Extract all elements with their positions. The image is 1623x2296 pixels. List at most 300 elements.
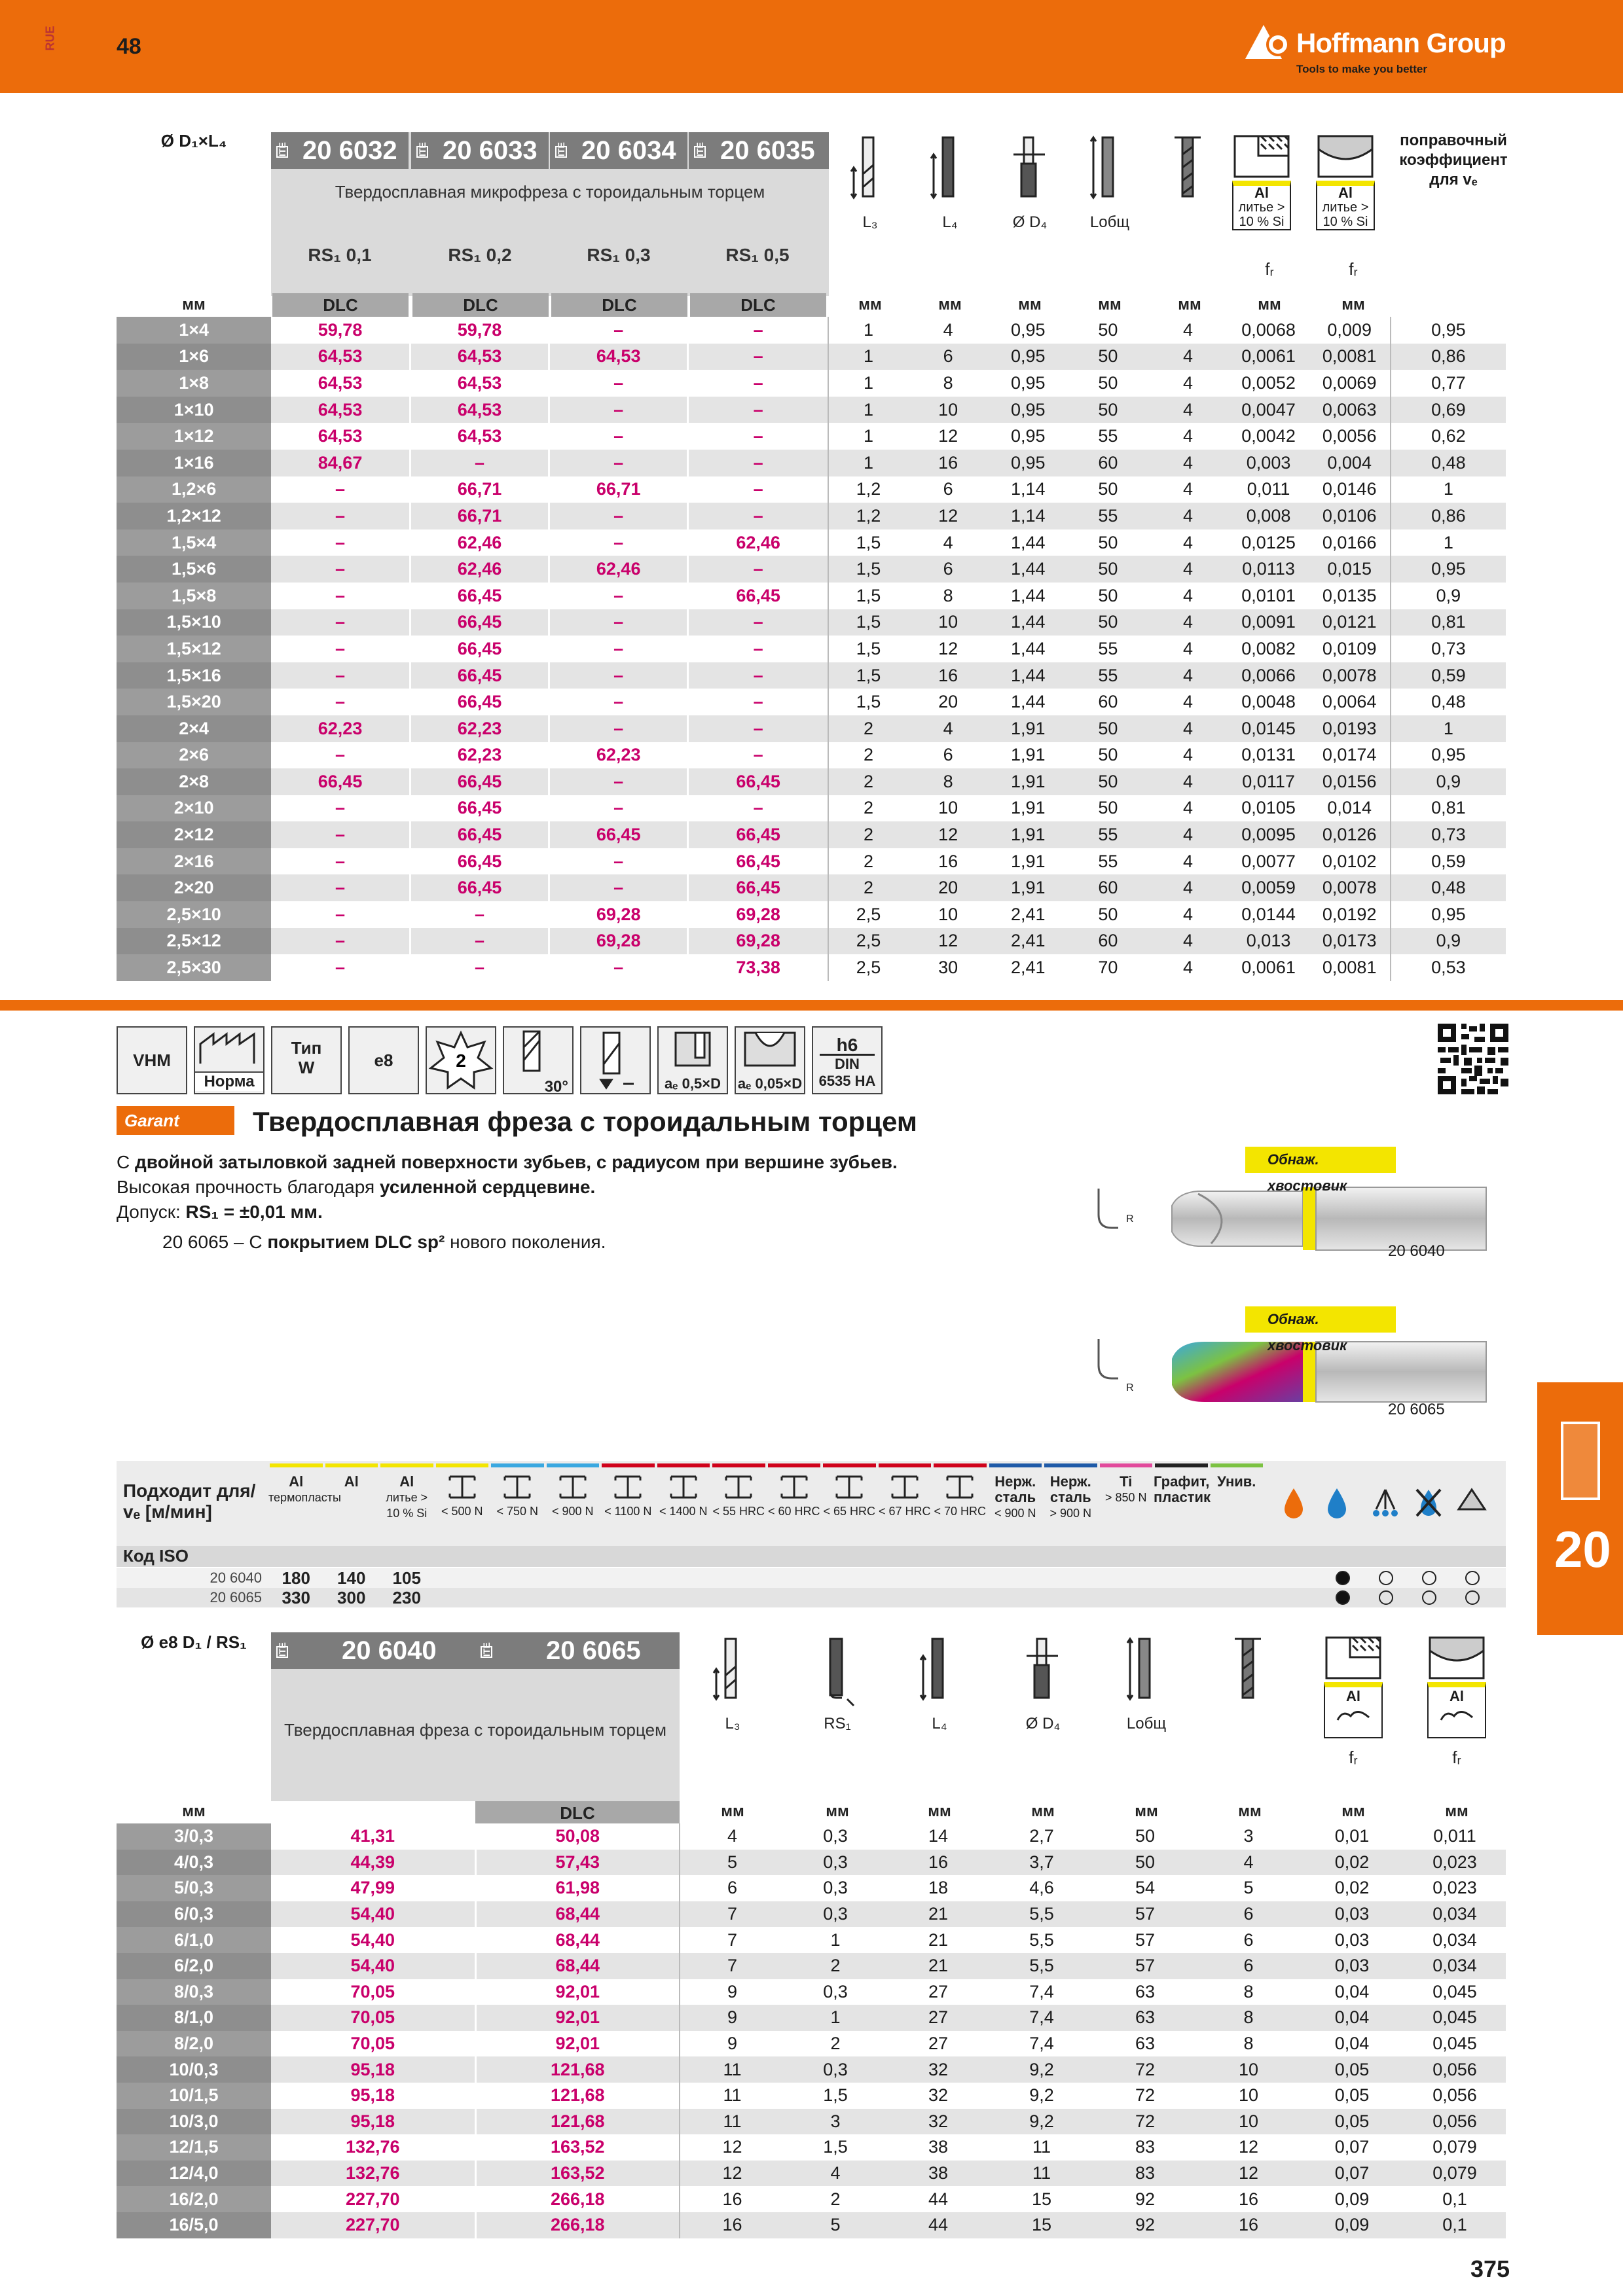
i-beam-icon (932, 1474, 988, 1503)
price-cell: 121,68 (475, 2109, 680, 2135)
value-cell: 63 (1093, 2031, 1197, 2057)
value-cell: 0,95 (1391, 901, 1506, 928)
drill-chapter-icon (1561, 1422, 1600, 1500)
value-cell: 50 (1068, 901, 1148, 928)
material-column-2 (324, 1474, 380, 1490)
desc-line-2 (117, 1177, 595, 1198)
article-icon: ITE (695, 142, 705, 157)
value-cell: 8 (908, 768, 988, 795)
value-cell: 0,015 (1309, 556, 1391, 583)
article-icon: ITE (417, 142, 428, 157)
table2-unit: мм (1445, 1803, 1468, 1820)
size-cell: 3/0,3 (117, 1823, 271, 1850)
value-cell: 6 (908, 742, 988, 769)
price-cell: – (271, 636, 410, 662)
price-cell: – (549, 795, 688, 822)
price-cell: 227,70 (271, 2212, 475, 2238)
material-sub: < 67 HRC (878, 1505, 931, 1518)
radius-mark-2: R (1126, 1382, 1134, 1393)
garant-brand-badge: Garant (117, 1106, 234, 1135)
table1 (117, 317, 1506, 981)
table2-unit: мм (1031, 1803, 1055, 1820)
size-cell: 2,5×10 (117, 901, 271, 928)
suitability-label: Подходит для/ vₑ [м/мин] (123, 1480, 256, 1522)
value-cell: 12 (1197, 2134, 1300, 2161)
material-sub: < 1400 N (659, 1505, 708, 1518)
price-cell: 227,70 (271, 2186, 475, 2212)
value-cell: 0,81 (1391, 795, 1506, 822)
value-cell: 11 (990, 2161, 1093, 2187)
value-cell: 4 (1148, 476, 1228, 503)
value-cell: 4 (1148, 583, 1228, 609)
table-row (117, 2161, 1506, 2187)
table2-column-label: L₃ (725, 1715, 740, 1732)
material-color-bar (270, 1463, 323, 1467)
value-cell: 83 (1093, 2134, 1197, 2161)
value-cell: 14 (886, 1823, 990, 1850)
material-column-13 (932, 1474, 988, 1519)
value-cell: 32 (886, 2109, 990, 2135)
value-cell: 0,95 (988, 370, 1068, 397)
value-cell: 4 (1148, 529, 1228, 556)
size-cell: 1,5×4 (117, 529, 271, 556)
table1-article-3 (550, 132, 687, 169)
value-cell: 1,5 (784, 2134, 886, 2161)
value-cell: 2,41 (988, 928, 1068, 955)
material-color-bar (1100, 1463, 1153, 1467)
value-cell: 2,41 (988, 954, 1068, 981)
chapter-side-tab (1537, 1382, 1623, 1635)
value-cell: 0,0166 (1309, 529, 1391, 556)
size-cell: 1,5×10 (117, 609, 271, 636)
value-cell: 0,09 (1300, 2212, 1404, 2238)
value-cell: 50 (1068, 344, 1148, 370)
article-icon: ITE (277, 1642, 287, 1657)
value-cell: 60 (1068, 689, 1148, 715)
value-cell: 4 (1148, 821, 1228, 848)
value-cell: 50 (1068, 742, 1148, 769)
material-column-11 (822, 1474, 877, 1519)
value-cell: 16 (680, 2186, 784, 2212)
table-row (117, 636, 1506, 662)
price-cell: 66,45 (410, 583, 549, 609)
value-cell: 21 (886, 1953, 990, 1979)
table2-column-label: Ø D₄ (1025, 1715, 1061, 1732)
price-cell: – (271, 609, 410, 636)
value-cell: 4 (1148, 423, 1228, 450)
price-cell: 266,18 (475, 2186, 680, 2212)
value-cell: 0,0145 (1228, 715, 1309, 742)
brand-tagline: Tools to make you better (1296, 63, 1427, 75)
desc-line-4 (162, 1232, 606, 1253)
price-cell: – (688, 503, 828, 529)
size-cell: 1×6 (117, 344, 271, 370)
price-cell: 64,53 (271, 423, 410, 450)
table2 (117, 1823, 1506, 2238)
price-cell: 66,45 (410, 662, 549, 689)
suitability-article: 20 6065 (210, 1589, 262, 1605)
value-cell: 4 (1148, 874, 1228, 901)
price-cell: 266,18 (475, 2212, 680, 2238)
table2-dimension-header: Ø e8 D₁ / RS₁ (141, 1632, 247, 1652)
size-cell: 16/5,0 (117, 2212, 271, 2238)
price-cell: – (688, 344, 828, 370)
table1-unit: мм (1341, 296, 1365, 314)
material-color-bar (768, 1463, 821, 1467)
value-cell: 0,95 (988, 423, 1068, 450)
table-row (117, 529, 1506, 556)
table2-unit-label: мм (182, 1803, 206, 1820)
value-cell: 1,5 (784, 2083, 886, 2109)
price-cell: 121,68 (475, 2083, 680, 2109)
table1-column-icon-lt (1087, 135, 1133, 210)
table1-coating-1: DLC (272, 293, 409, 317)
value-cell: 7,4 (990, 2005, 1093, 2031)
value-cell: 57 (1093, 1901, 1197, 1928)
value-cell: 12 (908, 821, 988, 848)
value-cell: 7 (680, 1901, 784, 1928)
i-beam-icon (711, 1474, 767, 1503)
value-cell: 2 (828, 821, 908, 848)
mist-icon (1367, 1483, 1404, 1526)
material-sub: > 850 N (1104, 1491, 1147, 1504)
material-color-bar (436, 1463, 489, 1467)
hoffmann-logo-icon (1244, 22, 1292, 62)
value-cell: 0,05 (1300, 2056, 1404, 2083)
value-cell: 0,0146 (1309, 476, 1391, 503)
table-row (117, 689, 1506, 715)
article-icon: ITE (556, 142, 566, 157)
value-cell: 0,0131 (1228, 742, 1309, 769)
price-cell: 66,45 (410, 636, 549, 662)
table-row (117, 2134, 1506, 2161)
value-cell: 0,0156 (1309, 768, 1391, 795)
value-cell: 0,09 (1300, 2186, 1404, 2212)
table2-unit: мм (1135, 1803, 1158, 1820)
value-cell: 0,95 (988, 317, 1068, 344)
table2-material-box-2 (1427, 1682, 1486, 1738)
table1-dimension-header: Ø D₁×L₄ (160, 131, 227, 151)
value-cell: 0,034 (1404, 1901, 1506, 1928)
value-cell: 4 (908, 317, 988, 344)
table1-article-1 (271, 132, 409, 169)
value-cell: 0,056 (1404, 2056, 1506, 2083)
i-beam-icon (545, 1474, 601, 1503)
image-label-20-6040: 20 6040 (1388, 1242, 1445, 1260)
value-cell: 7,4 (990, 2031, 1093, 2057)
price-cell: – (271, 689, 410, 715)
price-cell: – (688, 423, 828, 450)
value-cell: 0,05 (1300, 2109, 1404, 2135)
value-cell: 0,0052 (1228, 370, 1309, 397)
price-cell: 66,45 (688, 848, 828, 875)
value-cell: 12 (908, 928, 988, 955)
value-cell: 0,3 (784, 1901, 886, 1928)
price-cell: – (271, 556, 410, 583)
table1-column-icon-d4 (1007, 135, 1053, 210)
value-cell: 2 (784, 2186, 886, 2212)
price-cell: – (271, 476, 410, 503)
value-cell: 55 (1068, 821, 1148, 848)
table2-article-2 (475, 1632, 680, 1669)
size-cell: 1,5×12 (117, 636, 271, 662)
table1-article-number: 20 6033 (443, 136, 538, 165)
price-cell: 95,18 (271, 2056, 475, 2083)
price-cell: 132,76 (271, 2161, 475, 2187)
value-cell: 1,91 (988, 715, 1068, 742)
material-sub: < 900 N (551, 1505, 594, 1518)
value-cell: 1,2 (828, 503, 908, 529)
price-cell: 66,45 (410, 768, 549, 795)
size-cell: 1×16 (117, 450, 271, 476)
value-cell: 0,04 (1300, 2005, 1404, 2031)
value-cell: 4 (908, 715, 988, 742)
value-cell: 4 (1148, 848, 1228, 875)
size-cell: 1×12 (117, 423, 271, 450)
value-cell: 10 (908, 609, 988, 636)
material-sub: < 500 N (441, 1505, 483, 1518)
price-cell: 54,40 (271, 1953, 475, 1979)
value-cell: 0,0121 (1309, 609, 1391, 636)
value-cell: 1,91 (988, 874, 1068, 901)
value-cell: 0,0174 (1309, 742, 1391, 769)
value-cell: 0,0125 (1228, 529, 1309, 556)
value-cell: 11 (680, 2083, 784, 2109)
side-language-label: RUE (43, 26, 57, 51)
price-cell: 66,45 (688, 583, 828, 609)
tolerance-symbol: e8 (348, 1026, 419, 1094)
i-beam-icon (656, 1474, 712, 1503)
material-color-bar (657, 1463, 710, 1467)
value-cell: 5 (1197, 1875, 1300, 1901)
table-row (117, 768, 1506, 795)
value-cell: 1,91 (988, 795, 1068, 822)
value-cell: 4 (1148, 503, 1228, 529)
material-color-bar (823, 1463, 876, 1467)
value-cell: 12 (908, 503, 988, 529)
value-cell: 0,95 (988, 397, 1068, 423)
brand-logo (1244, 20, 1519, 79)
material-sub: литье > 10 % Si (1322, 200, 1369, 229)
value-cell: 0,0193 (1309, 715, 1391, 742)
price-cell: 66,45 (410, 795, 549, 822)
value-cell: 27 (886, 1979, 990, 2005)
ae-symbol-1 (657, 1026, 728, 1094)
value-cell: 1 (828, 344, 908, 370)
value-cell: 0,0109 (1309, 636, 1391, 662)
value-cell: 0,023 (1404, 1875, 1506, 1901)
value-cell: 0,9 (1391, 768, 1506, 795)
iso-row-bg (117, 1546, 1506, 1567)
value-cell: 0,011 (1404, 1823, 1506, 1850)
desc-line-4-c: нового поколения. (445, 1232, 606, 1252)
value-cell: 50 (1068, 768, 1148, 795)
value-cell: 63 (1093, 1979, 1197, 2005)
table1-unit: мм (858, 296, 882, 314)
desc-line-1-b: двойной затыловкой задней поверхности зубьев, с радиусом при вершине зубьев. (135, 1152, 898, 1172)
value-cell: 15 (990, 2186, 1093, 2212)
value-cell: 0,62 (1391, 423, 1506, 450)
section-divider (0, 1000, 1623, 1011)
table2-unit: мм (721, 1803, 744, 1820)
price-cell: – (549, 370, 688, 397)
value-cell: 0,9 (1391, 928, 1506, 955)
price-cell: 66,71 (549, 476, 688, 503)
dry-icon (1281, 1483, 1307, 1526)
material-column-16 (1099, 1474, 1154, 1505)
value-cell: 11 (990, 2134, 1093, 2161)
value-cell: 50 (1068, 476, 1148, 503)
value-cell: 54 (1093, 1875, 1197, 1901)
price-cell: – (688, 636, 828, 662)
value-cell: 4 (1148, 609, 1228, 636)
material-color-bar (712, 1463, 765, 1467)
value-cell: 5,5 (990, 1927, 1093, 1953)
table-row (117, 1953, 1506, 1979)
material-sub: < 750 N (496, 1505, 539, 1518)
value-cell: 0,03 (1300, 1953, 1404, 1979)
price-cell: 66,45 (410, 821, 549, 848)
i-beam-icon (490, 1474, 545, 1503)
size-cell: 1,5×20 (117, 689, 271, 715)
price-cell: – (688, 556, 828, 583)
value-cell: 0,0101 (1228, 583, 1309, 609)
value-cell: 60 (1068, 874, 1148, 901)
i-beam-icon (822, 1474, 877, 1503)
price-cell: – (688, 742, 828, 769)
price-cell: 163,52 (475, 2134, 680, 2161)
price-cell: 84,67 (271, 450, 410, 476)
qr-code-icon (1438, 1024, 1508, 1094)
value-cell: 55 (1068, 848, 1148, 875)
value-cell: 44 (886, 2186, 990, 2212)
price-cell: – (549, 715, 688, 742)
price-cell: – (271, 928, 410, 955)
value-cell: 63 (1093, 2005, 1197, 2031)
size-cell: 5/0,3 (117, 1875, 271, 1901)
value-cell: 4 (1148, 317, 1228, 344)
value-cell: 4,6 (990, 1875, 1093, 1901)
price-cell: 54,40 (271, 1927, 475, 1953)
value-cell: 0,3 (784, 1875, 886, 1901)
table1-article-2 (411, 132, 549, 169)
value-cell: 12 (908, 423, 988, 450)
value-cell: 0,3 (784, 1979, 886, 2005)
price-cell: – (549, 636, 688, 662)
value-cell: 0,07 (1300, 2134, 1404, 2161)
material-icon-1 (1232, 134, 1291, 183)
size-cell: 2,5×30 (117, 954, 271, 981)
table-row (117, 1823, 1506, 1850)
value-cell: 1,44 (988, 556, 1068, 583)
value-cell: 0,0113 (1228, 556, 1309, 583)
value-cell: 4 (1148, 636, 1228, 662)
value-cell: 0,77 (1391, 370, 1506, 397)
size-cell: 2,5×12 (117, 928, 271, 955)
value-cell: 4 (680, 1823, 784, 1850)
price-cell: 54,40 (271, 1901, 475, 1928)
price-cell: 62,46 (410, 529, 549, 556)
desc-line-2-a: Высокая прочность благодаря (117, 1177, 380, 1197)
size-cell: 6/2,0 (117, 1953, 271, 1979)
value-cell: 50 (1068, 609, 1148, 636)
table1-article-number: 20 6035 (720, 136, 815, 165)
norm-symbol (194, 1026, 264, 1094)
size-cell: 4/0,3 (117, 1850, 271, 1876)
shank-note-2-text: Обнаж. хвостовик (1267, 1311, 1347, 1354)
price-cell: – (549, 397, 688, 423)
material-sub: литье > 10 % Si (1238, 200, 1285, 229)
value-cell: 2,5 (828, 954, 908, 981)
material-color-bar (934, 1463, 987, 1467)
value-cell: 0,045 (1404, 1979, 1506, 2005)
price-cell: 66,71 (410, 476, 549, 503)
size-cell: 1,5×16 (117, 662, 271, 689)
value-cell: 0,86 (1391, 344, 1506, 370)
table-row (117, 954, 1506, 981)
value-cell: 0,48 (1391, 874, 1506, 901)
value-cell: 2 (828, 715, 908, 742)
price-cell: – (549, 768, 688, 795)
shank-note-1-text: Обнаж. хвостовик (1267, 1151, 1347, 1194)
shank-tolerance: h6 (820, 1037, 875, 1056)
value-cell: 38 (886, 2161, 990, 2187)
value-cell: 50 (1068, 583, 1148, 609)
price-cell: – (271, 742, 410, 769)
value-cell: 0,59 (1391, 848, 1506, 875)
correction-factor-header: поправочный коэффициент для vₑ (1399, 132, 1508, 188)
table-row (117, 556, 1506, 583)
material-title: Унив. (1217, 1473, 1256, 1490)
air-icon (1453, 1483, 1490, 1526)
material-column-15 (1043, 1474, 1099, 1521)
size-cell: 12/4,0 (117, 2161, 271, 2187)
value-cell: 0,045 (1404, 2031, 1506, 2057)
price-cell: – (271, 848, 410, 875)
value-cell: 0,95 (988, 450, 1068, 476)
image-label-20-6065: 20 6065 (1388, 1401, 1445, 1418)
price-cell: – (271, 662, 410, 689)
table2-column-icon-d4 (1020, 1636, 1066, 1712)
value-cell: 0,86 (1391, 503, 1506, 529)
radius-mark-1: R (1126, 1213, 1134, 1225)
price-cell: 66,45 (410, 874, 549, 901)
price-cell: 66,45 (410, 689, 549, 715)
price-cell: – (410, 450, 549, 476)
value-cell: 4 (1148, 954, 1228, 981)
table-row (117, 2056, 1506, 2083)
desc-line-3-a: Допуск: (117, 1202, 186, 1222)
value-cell: 72 (1093, 2109, 1197, 2135)
value-cell: 50 (1068, 795, 1148, 822)
value-cell: 50 (1068, 529, 1148, 556)
table2-material-icon-2 (1427, 1635, 1486, 1684)
aluminium-shape-icon (1325, 1706, 1381, 1730)
material-title: Al (344, 1473, 359, 1490)
vhm-symbol: VHM (117, 1026, 187, 1094)
value-cell: 4 (1148, 901, 1228, 928)
price-cell: 57,43 (475, 1850, 680, 1876)
price-cell: – (688, 795, 828, 822)
value-cell: 6 (1197, 1927, 1300, 1953)
size-cell: 6/0,3 (117, 1901, 271, 1928)
value-cell: 16 (908, 848, 988, 875)
material-title: Нерж. сталь (1049, 1473, 1091, 1505)
material-title: Al (1346, 1688, 1360, 1704)
price-cell: 62,46 (549, 556, 688, 583)
table-row (117, 370, 1506, 397)
product-title: Твердосплавная фреза с тороидальным торцем (253, 1106, 917, 1137)
